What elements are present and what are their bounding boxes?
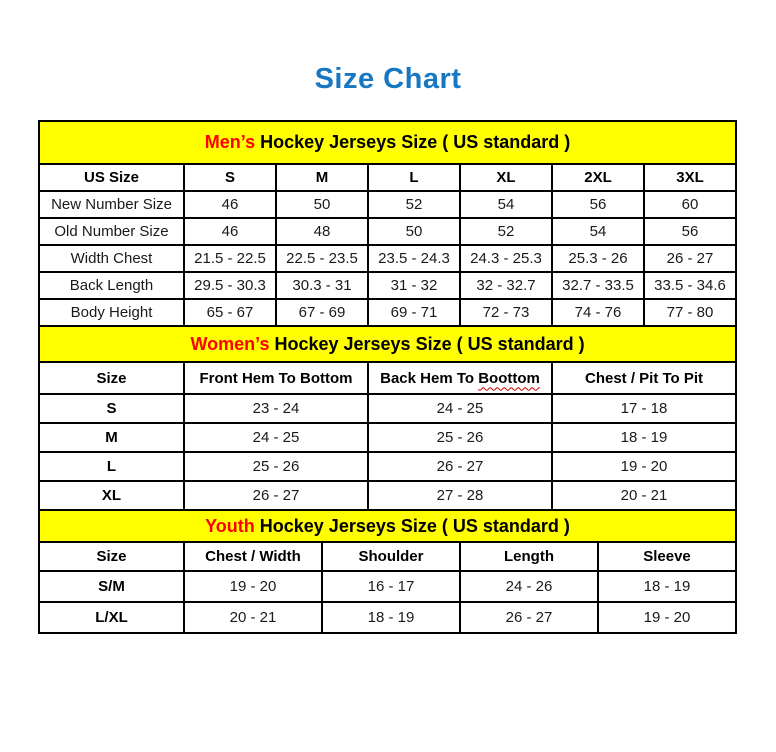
col-header: XL (460, 164, 552, 191)
value-cell: 67 - 69 (276, 299, 368, 326)
value-cell: 24 - 26 (460, 571, 598, 602)
value-cell: 26 - 27 (644, 245, 736, 272)
value-cell: 24 - 25 (184, 423, 368, 452)
col-header: Sleeve (598, 542, 736, 571)
size-chart-table (38, 120, 737, 634)
value-cell: 20 - 21 (184, 602, 322, 633)
row-label: Old Number Size (39, 218, 184, 245)
row-label: New Number Size (39, 191, 184, 218)
row-label: S (39, 394, 184, 423)
mens-section-band (39, 121, 736, 164)
value-cell: 26 - 27 (184, 481, 368, 510)
value-cell: 52 (460, 218, 552, 245)
youth-section-band (39, 510, 736, 542)
value-cell: 21.5 - 22.5 (184, 245, 276, 272)
col-header: Size (39, 542, 184, 571)
size-chart-container (38, 120, 776, 634)
value-cell: 50 (368, 218, 460, 245)
table-row (39, 571, 736, 602)
col-header: 2XL (552, 164, 644, 191)
value-cell: 33.5 - 34.6 (644, 272, 736, 299)
mens-section-title (39, 121, 736, 164)
value-cell: 32.7 - 33.5 (552, 272, 644, 299)
table-row (39, 423, 736, 452)
table-row (39, 218, 736, 245)
table-row (39, 299, 736, 326)
value-cell: 23 - 24 (184, 394, 368, 423)
table-row (39, 602, 736, 633)
value-cell: 19 - 20 (598, 602, 736, 633)
row-label: L/XL (39, 602, 184, 633)
value-cell: 29.5 - 30.3 (184, 272, 276, 299)
value-cell: 69 - 71 (368, 299, 460, 326)
row-label: Back Length (39, 272, 184, 299)
value-cell: 23.5 - 24.3 (368, 245, 460, 272)
value-cell: 30.3 - 31 (276, 272, 368, 299)
womens-title-rest: Hockey Jerseys Size ( US standard ) (269, 333, 585, 354)
table-row (39, 452, 736, 481)
value-cell: 48 (276, 218, 368, 245)
value-cell: 19 - 20 (552, 452, 736, 481)
value-cell: 32 - 32.7 (460, 272, 552, 299)
womens-section (39, 326, 736, 510)
value-cell: 24.3 - 25.3 (460, 245, 552, 272)
value-cell: 54 (552, 218, 644, 245)
value-cell: 18 - 19 (322, 602, 460, 633)
col-header: Length (460, 542, 598, 571)
col-header: Chest / Width (184, 542, 322, 571)
row-label: Width Chest (39, 245, 184, 272)
table-row (39, 191, 736, 218)
value-cell: 20 - 21 (552, 481, 736, 510)
value-cell: 18 - 19 (552, 423, 736, 452)
mens-header-row (39, 164, 736, 191)
col-header: Size (39, 362, 184, 394)
womens-section-band (39, 326, 736, 362)
col-header: Shoulder (322, 542, 460, 571)
value-cell: 25 - 26 (184, 452, 368, 481)
value-cell: 56 (644, 218, 736, 245)
value-cell: 27 - 28 (368, 481, 552, 510)
value-cell: 65 - 67 (184, 299, 276, 326)
col-header: 3XL (644, 164, 736, 191)
typo-word-misspelled: Boottom (478, 369, 540, 387)
value-cell: 22.5 - 23.5 (276, 245, 368, 272)
value-cell: 56 (552, 191, 644, 218)
row-label: Body Height (39, 299, 184, 326)
womens-section-title (39, 326, 736, 362)
youth-section (39, 510, 736, 633)
value-cell: 54 (460, 191, 552, 218)
value-cell: 46 (184, 218, 276, 245)
value-cell: 72 - 73 (460, 299, 552, 326)
col-header: M (276, 164, 368, 191)
youth-title-highlight: Youth (205, 515, 255, 536)
row-label: XL (39, 481, 184, 510)
col-header: S (184, 164, 276, 191)
value-cell: 50 (276, 191, 368, 218)
value-cell: 31 - 32 (368, 272, 460, 299)
value-cell: 52 (368, 191, 460, 218)
value-cell: 77 - 80 (644, 299, 736, 326)
youth-section-title (39, 510, 736, 542)
table-row (39, 245, 736, 272)
row-label: S/M (39, 571, 184, 602)
page-title: Size Chart (314, 63, 462, 95)
col-header: Front Hem To Bottom (184, 362, 368, 394)
row-label: M (39, 423, 184, 452)
value-cell: 19 - 20 (184, 571, 322, 602)
value-cell: 26 - 27 (460, 602, 598, 633)
value-cell: 60 (644, 191, 736, 218)
value-cell: 26 - 27 (368, 452, 552, 481)
womens-title-highlight: Women’s (190, 333, 270, 354)
col-header-typo (368, 362, 552, 394)
youth-title-rest: Hockey Jerseys Size ( US standard ) (254, 515, 570, 536)
mens-title-highlight: Men’s (204, 132, 256, 152)
col-header: L (368, 164, 460, 191)
col-header: Chest / Pit To Pit (552, 362, 736, 394)
value-cell: 18 - 19 (598, 571, 736, 602)
value-cell: 74 - 76 (552, 299, 644, 326)
youth-header-row (39, 542, 736, 571)
mens-section (39, 121, 736, 326)
value-cell: 25.3 - 26 (552, 245, 644, 272)
mens-title-rest: Hockey Jerseys Size ( US standard ) (255, 132, 571, 152)
table-row (39, 394, 736, 423)
typo-prefix: Back Hem To (380, 369, 479, 387)
table-row (39, 481, 736, 510)
womens-header-row (39, 362, 736, 394)
value-cell: 24 - 25 (368, 394, 552, 423)
col-header: US Size (39, 164, 184, 191)
value-cell: 25 - 26 (368, 423, 552, 452)
table-row (39, 272, 736, 299)
value-cell: 16 - 17 (322, 571, 460, 602)
row-label: L (39, 452, 184, 481)
value-cell: 17 - 18 (552, 394, 736, 423)
value-cell: 46 (184, 191, 276, 218)
